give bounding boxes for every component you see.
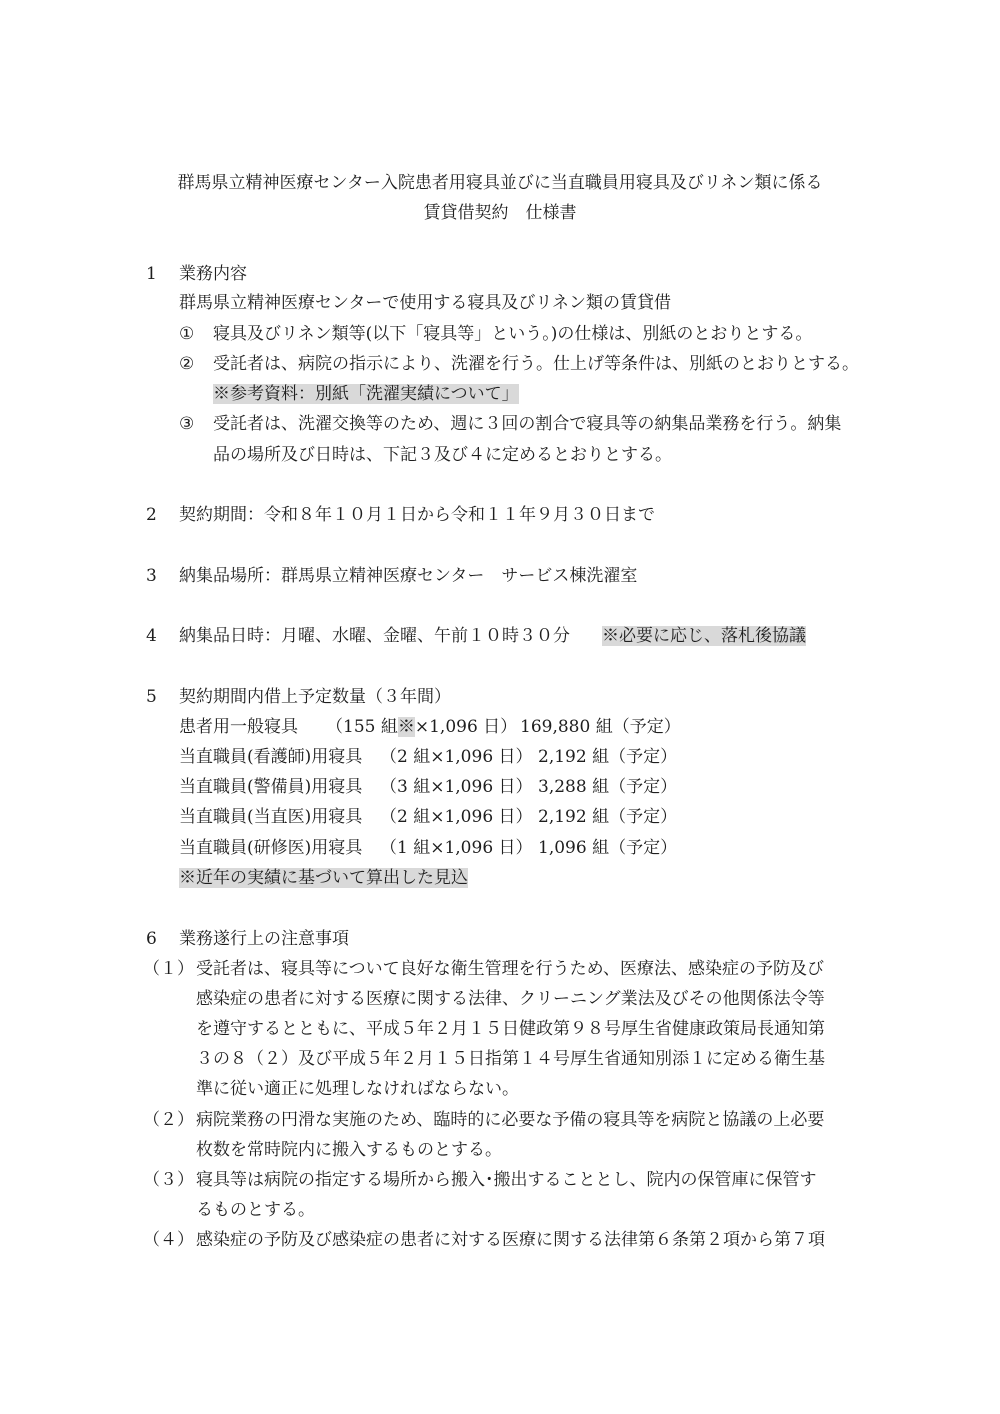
section-1-heading: 業務内容	[179, 264, 247, 284]
clause-3-line: るものとする。	[196, 1200, 315, 1220]
clause-4-marker: （４）	[143, 1230, 194, 1250]
section-5-heading: 契約期間内借上予定数量（３年間）	[179, 687, 451, 707]
section-1-item-3-line-1: 受託者は、洗濯交換等のため、週に３回の割合で寝具等の納集品業務を行う。納集	[213, 414, 842, 434]
section-1-item-3-line-2: 品の場所及び日時は、下記３及び４に定めるとおりとする。	[213, 445, 672, 465]
clause-1-line: を遵守するとともに、平成５年２月１５日健政第９８号厚生省健康政策局長通知第	[196, 1019, 825, 1039]
delivery-schedule: 納集品日時：月曜、水曜、金曜、午前１０時３０分	[179, 626, 570, 646]
quantity-row-total: 3,288 組（予定）	[538, 777, 678, 797]
clause-2-marker: （２）	[143, 1110, 194, 1130]
clause-4-line: 感染症の予防及び感染症の患者に対する医療に関する法律第６条第２項から第７項	[196, 1230, 825, 1250]
document-title-line-1: 群馬県立精神医療センター入院患者用寝具並びに当直職員用寝具及びリネン類に係る	[177, 173, 823, 193]
delivery-location: 納集品場所：群馬県立精神医療センター サービス棟洗濯室	[179, 566, 638, 586]
quantity-row-calc: （1 組×1,096 日）	[380, 838, 533, 858]
quantity-row-total: 1,096 組（予定）	[538, 838, 678, 858]
quantity-row-name: 当直職員(看護師)用寝具	[179, 747, 363, 767]
quantity-row-name: 当直職員(研修医)用寝具	[179, 838, 363, 858]
clause-2-line: 病院業務の円滑な実施のため、臨時的に必要な予備の寝具等を病院と協議の上必要	[196, 1110, 825, 1130]
section-1-number: 1	[146, 264, 157, 284]
clause-3-line: 寝具等は病院の指定する場所から搬入･搬出することとし、院内の保管庫に保管す	[196, 1170, 817, 1190]
section-3-number: 3	[146, 566, 157, 586]
quantity-row-calc: （2 組×1,096 日）	[380, 807, 533, 827]
section-1-item-2-marker: ②	[179, 354, 195, 374]
clause-1-marker: （１）	[143, 959, 194, 979]
section-1-intro: 群馬県立精神医療センターで使用する寝具及びリネン類の賃貸借	[179, 293, 671, 313]
section-1-item-2-text: 受託者は、病院の指示により、洗濯を行う。仕上げ等条件は、別紙のとおりとする。	[213, 354, 859, 374]
section-4-number: 4	[146, 626, 157, 646]
section-1-item-3-marker: ③	[179, 414, 195, 434]
quantity-row-calc: ×1,096 日）	[414, 717, 518, 737]
quantity-row-name: 当直職員(当直医)用寝具	[179, 807, 363, 827]
quantity-row-calc: （3 組×1,096 日）	[380, 777, 533, 797]
quantity-row-total: 169,880 組（予定）	[520, 717, 681, 737]
section-6-number: 6	[146, 929, 157, 949]
section-1-item-2-reference-note: ※参考資料：別紙「洗濯実績について」	[213, 384, 519, 404]
clause-1-line: 準に従い適正に処理しなければならない。	[196, 1079, 519, 1099]
contract-period: 契約期間：令和８年１０月１日から令和１１年９月３０日まで	[179, 505, 655, 525]
quantity-row-calc: （155 組	[326, 717, 398, 737]
clause-3-marker: （３）	[143, 1170, 194, 1190]
section-1-item-1-marker: ①	[179, 324, 195, 344]
quantity-row-name: 当直職員(警備員)用寝具	[179, 777, 363, 797]
delivery-schedule-note: ※必要に応じ、落札後協議	[602, 626, 806, 646]
quantity-row-calc: （2 組×1,096 日）	[380, 747, 533, 767]
clause-1-line: 受託者は、寝具等について良好な衛生管理を行うため、医療法、感染症の予防及び	[196, 959, 824, 979]
quantity-row-total: 2,192 組（予定）	[538, 807, 678, 827]
clause-1-line: 感染症の患者に対する医療に関する法律、クリーニング業法及びその他関係法令等	[196, 989, 825, 1009]
quantity-row-total: 2,192 組（予定）	[538, 747, 678, 767]
quantity-row-name: 患者用一般寝具	[179, 717, 298, 737]
quantity-row-calc-note-mark: ※	[397, 717, 415, 737]
clause-1-line: ３の８（２）及び平成５年２月１５日指第１４号厚生省通知別添１に定める衛生基	[196, 1049, 825, 1069]
section-5-number: 5	[146, 687, 157, 707]
section-1-item-1-text: 寝具及びリネン類等(以下「寝具等」という。)の仕様は、別紙のとおりとする。	[213, 324, 813, 344]
quantity-estimate-note: ※近年の実績に基づいて算出した見込	[179, 868, 468, 888]
document-title-line-2: 賃貸借契約 仕様書	[423, 203, 577, 223]
section-6-heading: 業務遂行上の注意事項	[179, 929, 349, 949]
section-2-number: 2	[146, 505, 157, 525]
clause-2-line: 枚数を常時院内に搬入するものとする。	[196, 1140, 502, 1160]
